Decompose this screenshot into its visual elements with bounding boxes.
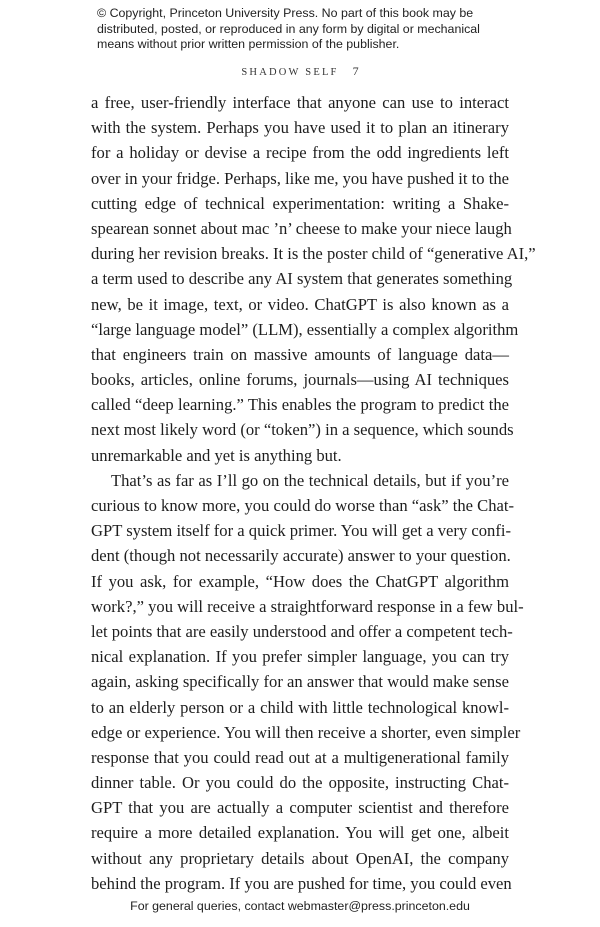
text-line: for a holiday or devise a recipe from the odd ingredients left: [91, 143, 509, 163]
text-line: cutting edge of technical experimentation: writing a Shake-: [91, 193, 509, 213]
text-line: during her revision breaks. It is the poster child of “generative AI,”: [91, 244, 536, 264]
paragraph: [91, 468, 524, 896]
text-line: dent (though not necessarily accurate) answer to your question.: [91, 546, 511, 566]
chapter-title: SHADOW SELF: [241, 67, 339, 78]
text-line: nical explanation. If you prefer simpler language, you can try: [91, 647, 509, 667]
text-line: work?,” you will receive a straightforward response in a few bul-: [91, 596, 524, 616]
copyright-line: means without prior written permission of the publisher.: [97, 37, 400, 51]
text-line: dinner table. Or you could do the opposite, instructing Chat-: [91, 773, 509, 793]
text-line: again, asking specifically for an answer that would make sense: [91, 672, 509, 692]
text-line: behind the program. If you are pushed for time, you could even: [91, 873, 512, 893]
contact-footer: [0, 899, 600, 913]
page-number: 7: [352, 64, 359, 78]
text-line: with the system. Perhaps you have used it to plan an itinerary: [91, 118, 509, 138]
contact-text: For general queries, contact webmaster@press.princeton.edu: [130, 899, 470, 913]
text-line: If you ask, for example, “How does the ChatGPT algorithm: [91, 571, 509, 591]
text-line: curious to know more, you could do worse than “ask” the Chat-: [91, 496, 515, 515]
text-line: spearean sonnet about mac ’n’ cheese to make your niece laugh: [91, 218, 512, 238]
text-line: unremarkable and yet is anything but.: [91, 445, 342, 465]
text-line: new, be it image, text, or video. ChatGPT is also known as a: [91, 294, 509, 314]
copyright-line: © Copyright, Princeton University Press. No part of this book may be: [97, 6, 474, 20]
copyright-line: distributed, posted, or reproduced in any form by digital or mechanical: [97, 21, 480, 36]
text-line: to an elderly person or a child with little technological knowl-: [91, 697, 509, 717]
text-line: “large language model” (LLM), essentially a complex algorithm: [91, 319, 519, 339]
text-line: without any proprietary details about OpenAI, the company: [91, 848, 509, 868]
text-line: let points that are easily understood and offer a competent tech-: [91, 621, 513, 641]
text-line: that engineers train on massive amounts of language data—: [91, 344, 509, 364]
text-line: books, articles, online forums, journals—using AI techniques: [91, 370, 509, 390]
text-line: That’s as far as I’ll go on the technical details, but if you’re: [111, 470, 509, 490]
text-line: GPT that you are actually a computer scientist and therefore: [91, 798, 509, 818]
text-line: a term used to describe any AI system that generates something: [91, 269, 513, 289]
text-line: next most likely word (or “token”) in a sequence, which sounds: [91, 420, 514, 440]
running-head: [0, 64, 600, 79]
text-line: GPT system itself for a quick primer. You will get a very confi-: [91, 521, 512, 541]
text-line: require a more detailed explanation. You will get one, albeit: [91, 823, 509, 843]
text-line: a free, user-friendly interface that anyone can use to interact: [91, 93, 509, 112]
text-line: response that you could read out at a multigenerational family: [91, 747, 509, 767]
text-line: over in your fridge. Perhaps, like me, you have pushed it to the: [91, 168, 509, 188]
copyright-notice: [97, 6, 517, 53]
text-line: edge or experience. You will then receive a shorter, even simpler: [91, 722, 521, 742]
paragraph: [91, 90, 536, 468]
body-text: [91, 90, 536, 896]
text-line: called “deep learning.” This enables the program to predict the: [91, 395, 509, 415]
